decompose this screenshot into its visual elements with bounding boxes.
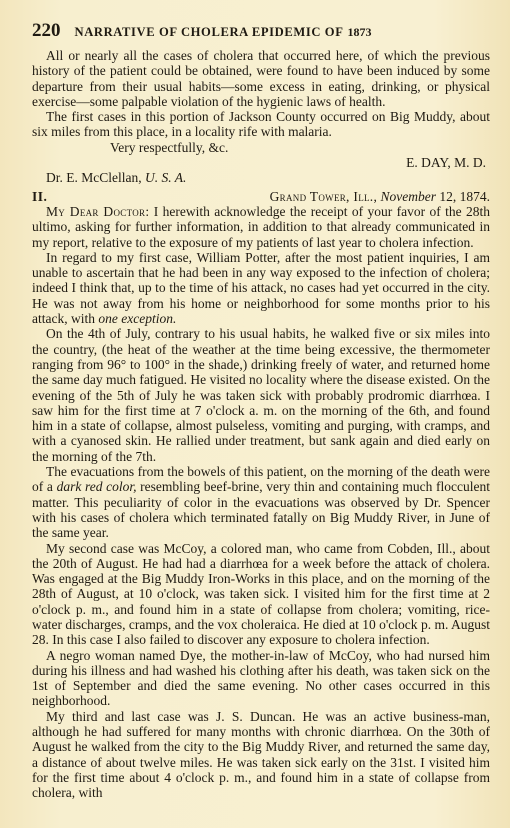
letter2-heading [32,189,490,204]
paragraph-4-text-a: The evacuations from the bowels of this patient, on the morning of the death were of a [32,464,490,495]
letter2-paragraph-6: A negro woman named Dye, the mother-in-law of McCoy, who had nursed him during his illness and had washed his clothing after his death, was taken sick on the 1st of September and died the same evening. No other cases occurred in this neighborhood. [32,647,490,709]
letter2-paragraph-5: My second case was McCoy, a colored man, who came from Cobden, Ill., about the 20th of August. He had had a diarrhœa for a week before the attack of cholera. Was engaged at the Big Muddy Iron-Works in this place, and on the morning of the 28th of August, at 10 o'clock, was taken sick. I visited him for the first time at 2 o'clock p. m., and found him in a state of collapse from cholera; vomiting, rice-water discharges, cramps, and the vox choleraica. He died at 10 o'clock p. m. August 28. In this case I also failed to discover any exposure to cholera infection. [32,540,490,648]
page-header [32,20,490,42]
salutation: My Dear Doctor: [46,203,150,219]
letter1-closing: Very respectfully, &c. [110,139,229,155]
paragraph-4-italic: dark red color, [56,479,137,495]
section-number: II. [32,188,48,204]
letter1-paragraph-1: All or nearly all the cases of cholera that occurred here, of which the previous history of the patient could be obtained, were found to have been induced by some departure from their usual habits—some excess in eating, drinking, or physical exercise—some palpable violation of the hygienic laws of health. [32,48,490,109]
letter2-paragraph-7: My third and last case was J. S. Duncan. He was an active business-man, although he had suffered for many months with chronic diarrhœa. On the 30th of August he walked from the city to the Big Muddy River, and returned the same day, a distance of about twelve miles. He was taken sick early on the 31st. I visited him for the first time about 4 o'clock p. m., and found him in a state of collapse from cholera, with [32,708,490,801]
letter2-month: November [380,188,436,204]
running-title-year: 1873 [347,25,372,39]
paragraph-2-text: In regard to my first case, William Potter, after the most patient inquiries, I am unable to ascertain that he had been in any way exposed to the infection of cholera; indeed I think that, up to the time of his attack, no cases had yet occurred in the city. He was not away from his home or neighborhood for some months prior to his attack, with [32,249,490,327]
letter1-addressee [32,170,490,185]
paragraph-4-text-b: resembling beef-brine, very thin and containing much flocculent matter. This peculiarity of color in the evacuations was observed by Dr. Spencer with his cases of cholera which terminated fatally on Big Muddy River, in June of the same year. [32,479,490,541]
running-title: NARRATIVE OF CHOLERA EPIDEMIC OF [74,25,344,39]
letter2-place: Grand Tower, Ill., [269,188,378,204]
letter2-paragraph-1 [32,204,490,250]
paragraph-2-italic: one exception. [98,311,177,327]
addressee-name: Dr. E. McClellan, [46,170,142,186]
letter1-paragraph-2: The first cases in this portion of Jackson County occurred on Big Muddy, about six miles from this place, in a locality rife with malaria. [32,109,490,140]
addressee-rank: U. S. A. [144,170,187,186]
page-number: 220 [32,20,61,41]
letter2-place-date [270,189,490,204]
letter2-paragraph-3: On the 4th of July, contrary to his usual habits, he walked five or six miles into the country, (the heat of the weather at the time being excessive, the thermometer ranging from 96° to 100° in the shade,) drinking freely of water, and returned home the same day much fatigued. He visited no locality where the disease existed. On the evening of the 5th of July he was taken sick with probably prodromic diarrhœa. I saw him for the first time at 7 o'clock a. m. on the morning of the 6th, and found him in a state of collapse, almost pulseless, vomiting and purging, with cramps, and with a cyanosed skin. He rallied under treatment, but sank again and died early on the morning of the 7th. [32,326,490,464]
paragraph-1-text: I herewith acknowledge the receipt of your favor of the 28th ultimo, asking for further information, in addition to that already communicated in my report, relative to the exposure of my patients of last year to cholera infection. [32,203,491,250]
letter2-paragraph-4 [32,464,490,540]
letter2-paragraph-2 [32,250,490,326]
letter1-signature: E. DAY, M. D. [406,155,486,171]
letter2-day-year: 12, 1874. [439,188,490,204]
